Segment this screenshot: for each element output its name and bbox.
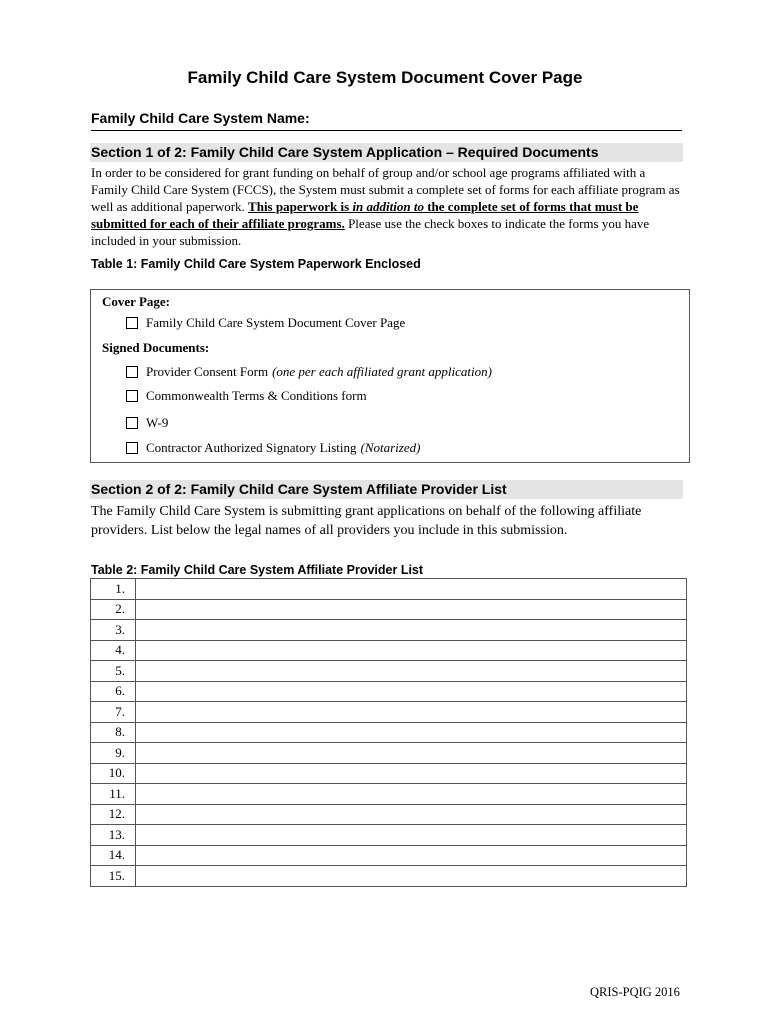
provider-name-cell[interactable]: [136, 743, 687, 764]
row-number: 8.: [91, 722, 136, 743]
section2-paragraph: The Family Child Care System is submitting grant applications on behalf of the following affiliate providers. List below the legal names of all providers you include in this submission.: [91, 504, 642, 538]
provider-name-cell[interactable]: [136, 640, 687, 661]
section1-para-text: In order to be considered for grant funding on behalf of group and/or school age programs affiliated with a Family Child Care System (FCCS), the System must submit a complete set of forms for each affiliate program as well as additional paperwork.: [91, 165, 680, 214]
table-row: [91, 784, 687, 805]
section2-heading: Section 2 of 2: Family Child Care System Affiliate Provider List: [90, 480, 683, 499]
checkbox[interactable]: [126, 317, 138, 329]
row-number: 4.: [91, 640, 136, 661]
system-name-label: Family Child Care System Name:: [91, 110, 310, 126]
checklist-item[interactable]: [126, 364, 492, 380]
row-number: 6.: [91, 681, 136, 702]
checklist-item-note: (Notarized): [360, 440, 421, 455]
provider-name-cell[interactable]: [136, 702, 687, 723]
row-number: 2.: [91, 599, 136, 620]
provider-name-cell[interactable]: [136, 825, 687, 846]
checklist-item-label: Commonwealth Terms & Conditions form: [146, 388, 367, 403]
provider-name-cell[interactable]: [136, 722, 687, 743]
table-row: [91, 825, 687, 846]
row-number: 10.: [91, 763, 136, 784]
table-row: [91, 763, 687, 784]
row-number: 11.: [91, 784, 136, 805]
row-number: 15.: [91, 866, 136, 887]
table-row: [91, 599, 687, 620]
row-number: 12.: [91, 804, 136, 825]
provider-name-cell[interactable]: [136, 661, 687, 682]
section1-para-text-2: Please use the check boxes to indicate the forms you have included in your submission.: [91, 216, 650, 248]
row-number: 13.: [91, 825, 136, 846]
table-row: [91, 579, 687, 600]
provider-name-cell[interactable]: [136, 579, 687, 600]
table-row: [91, 702, 687, 723]
paperwork-checklist: [90, 289, 690, 463]
table-row: [91, 640, 687, 661]
checklist-item-label: Provider Consent Form: [146, 364, 269, 379]
checklist-item[interactable]: [126, 415, 168, 431]
checklist-item-label: W-9: [146, 415, 169, 430]
row-number: 9.: [91, 743, 136, 764]
table-row: [91, 681, 687, 702]
system-name-field[interactable]: [91, 110, 682, 131]
cover-page-label: Cover Page:: [102, 294, 170, 309]
provider-name-cell[interactable]: [136, 681, 687, 702]
checkbox[interactable]: [126, 417, 138, 429]
row-number: 14.: [91, 845, 136, 866]
checkbox[interactable]: [126, 366, 138, 378]
checklist-item[interactable]: [126, 315, 405, 331]
checklist-item-label: Contractor Authorized Signatory Listing: [146, 440, 357, 455]
section1-para-emphasis: This paperwork is in addition to the complete set of forms that must be submitted for each of their affiliate programs.: [91, 199, 639, 231]
row-number: 7.: [91, 702, 136, 723]
checklist-item-label: Family Child Care System Document Cover Page: [146, 315, 406, 330]
provider-name-cell[interactable]: [136, 866, 687, 887]
row-number: 1.: [91, 579, 136, 600]
footer-code: QRIS-PQIG 2016: [590, 985, 680, 999]
provider-name-cell[interactable]: [136, 845, 687, 866]
section1-paragraph: [91, 164, 683, 249]
provider-name-cell[interactable]: [136, 599, 687, 620]
table-row: [91, 620, 687, 641]
checkbox[interactable]: [126, 390, 138, 402]
provider-list-table: [90, 578, 687, 887]
checklist-item[interactable]: [126, 388, 367, 404]
table-row: [91, 866, 687, 887]
table-row: [91, 722, 687, 743]
table1-caption: Table 1: Family Child Care System Paperwork Enclosed: [91, 257, 421, 271]
checklist-item[interactable]: [126, 440, 420, 456]
row-number: 5.: [91, 661, 136, 682]
section1-heading: Section 1 of 2: Family Child Care System Application – Required Documents: [90, 143, 683, 162]
checklist-item-note: (one per each affiliated grant application): [272, 364, 492, 379]
table-row: [91, 845, 687, 866]
table-row: [91, 743, 687, 764]
table-row: [91, 804, 687, 825]
table2-caption: Table 2: Family Child Care System Affiliate Provider List: [91, 563, 424, 577]
provider-name-cell[interactable]: [136, 784, 687, 805]
page-title: Family Child Care System Document Cover Page: [187, 68, 583, 87]
table-row: [91, 661, 687, 682]
provider-name-cell[interactable]: [136, 763, 687, 784]
provider-name-cell[interactable]: [136, 620, 687, 641]
checkbox[interactable]: [126, 442, 138, 454]
provider-name-cell[interactable]: [136, 804, 687, 825]
row-number: 3.: [91, 620, 136, 641]
signed-documents-label: Signed Documents:: [102, 340, 210, 355]
